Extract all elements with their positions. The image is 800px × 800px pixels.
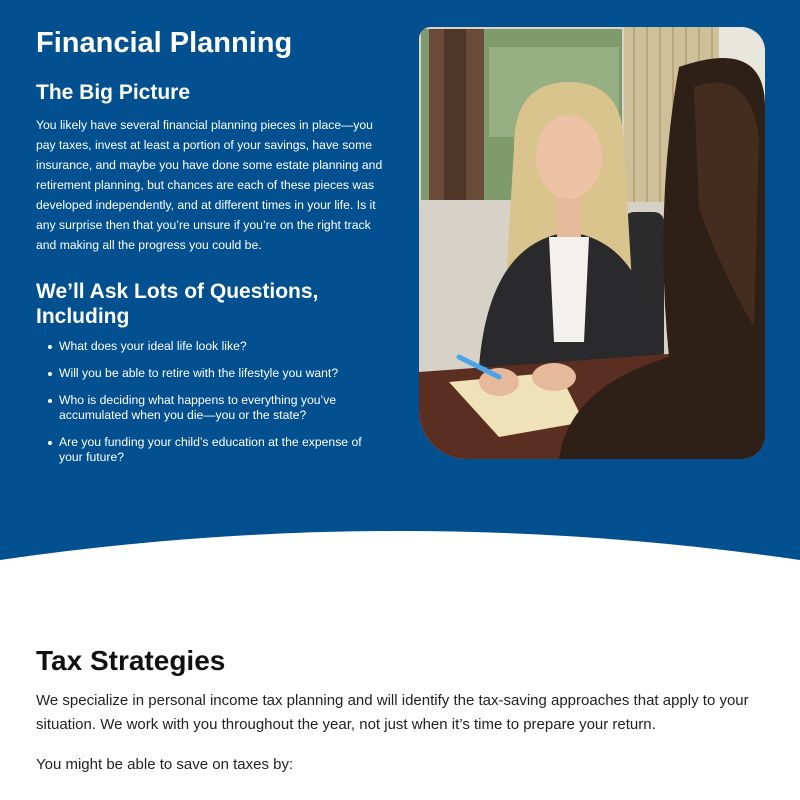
bullet-icon (48, 399, 52, 403)
financial-planning-text (36, 24, 386, 477)
list-item-text: What does your ideal life look like? (59, 339, 247, 353)
tax-strategies-heading: Tax Strategies (36, 645, 226, 676)
list-item-text: Who is deciding what happens to everything you’ve accumulated when you die—you or the state? (59, 393, 337, 422)
tax-strategies-paragraph: We specialize in personal income tax planning and will identify the tax-saving approaches that apply to your situation. We work with you throughout the year, not just when it’s time to prepare your return. (36, 692, 749, 733)
advisor-meeting-photo (419, 27, 765, 459)
list-item (36, 393, 386, 423)
list-item (36, 339, 386, 354)
big-picture-paragraph: You likely have several financial planning pieces in place—you pay taxes, invest at least a portion of your savings, have some insurance, and maybe you have done some estate planning and retirement planning, but chances are each of these pieces was developed independently, and at different times in your life. Is it any surprise then that you’re unsure if you’re on the right track and making all the progress you could be. (36, 118, 383, 252)
list-item (36, 366, 386, 381)
list-item (36, 435, 386, 465)
questions-list (36, 339, 386, 465)
big-picture-heading: The Big Picture (36, 81, 191, 104)
tax-savings-lead: You might be able to save on taxes by: (36, 756, 294, 773)
questions-heading: We’ll Ask Lots of Questions, Including (36, 280, 319, 328)
advisor-meeting-illustration (419, 27, 765, 459)
bullet-icon (48, 441, 52, 445)
bullet-icon (48, 372, 52, 376)
page-title: Financial Planning (36, 27, 293, 59)
list-item-text: Are you funding your child’s education at the expense of your future? (59, 435, 362, 464)
bullet-icon (48, 345, 52, 349)
list-item-text: Will you be able to retire with the lifestyle you want? (59, 366, 339, 380)
tax-strategies-section (36, 644, 766, 777)
section-curve-divider (0, 520, 800, 565)
